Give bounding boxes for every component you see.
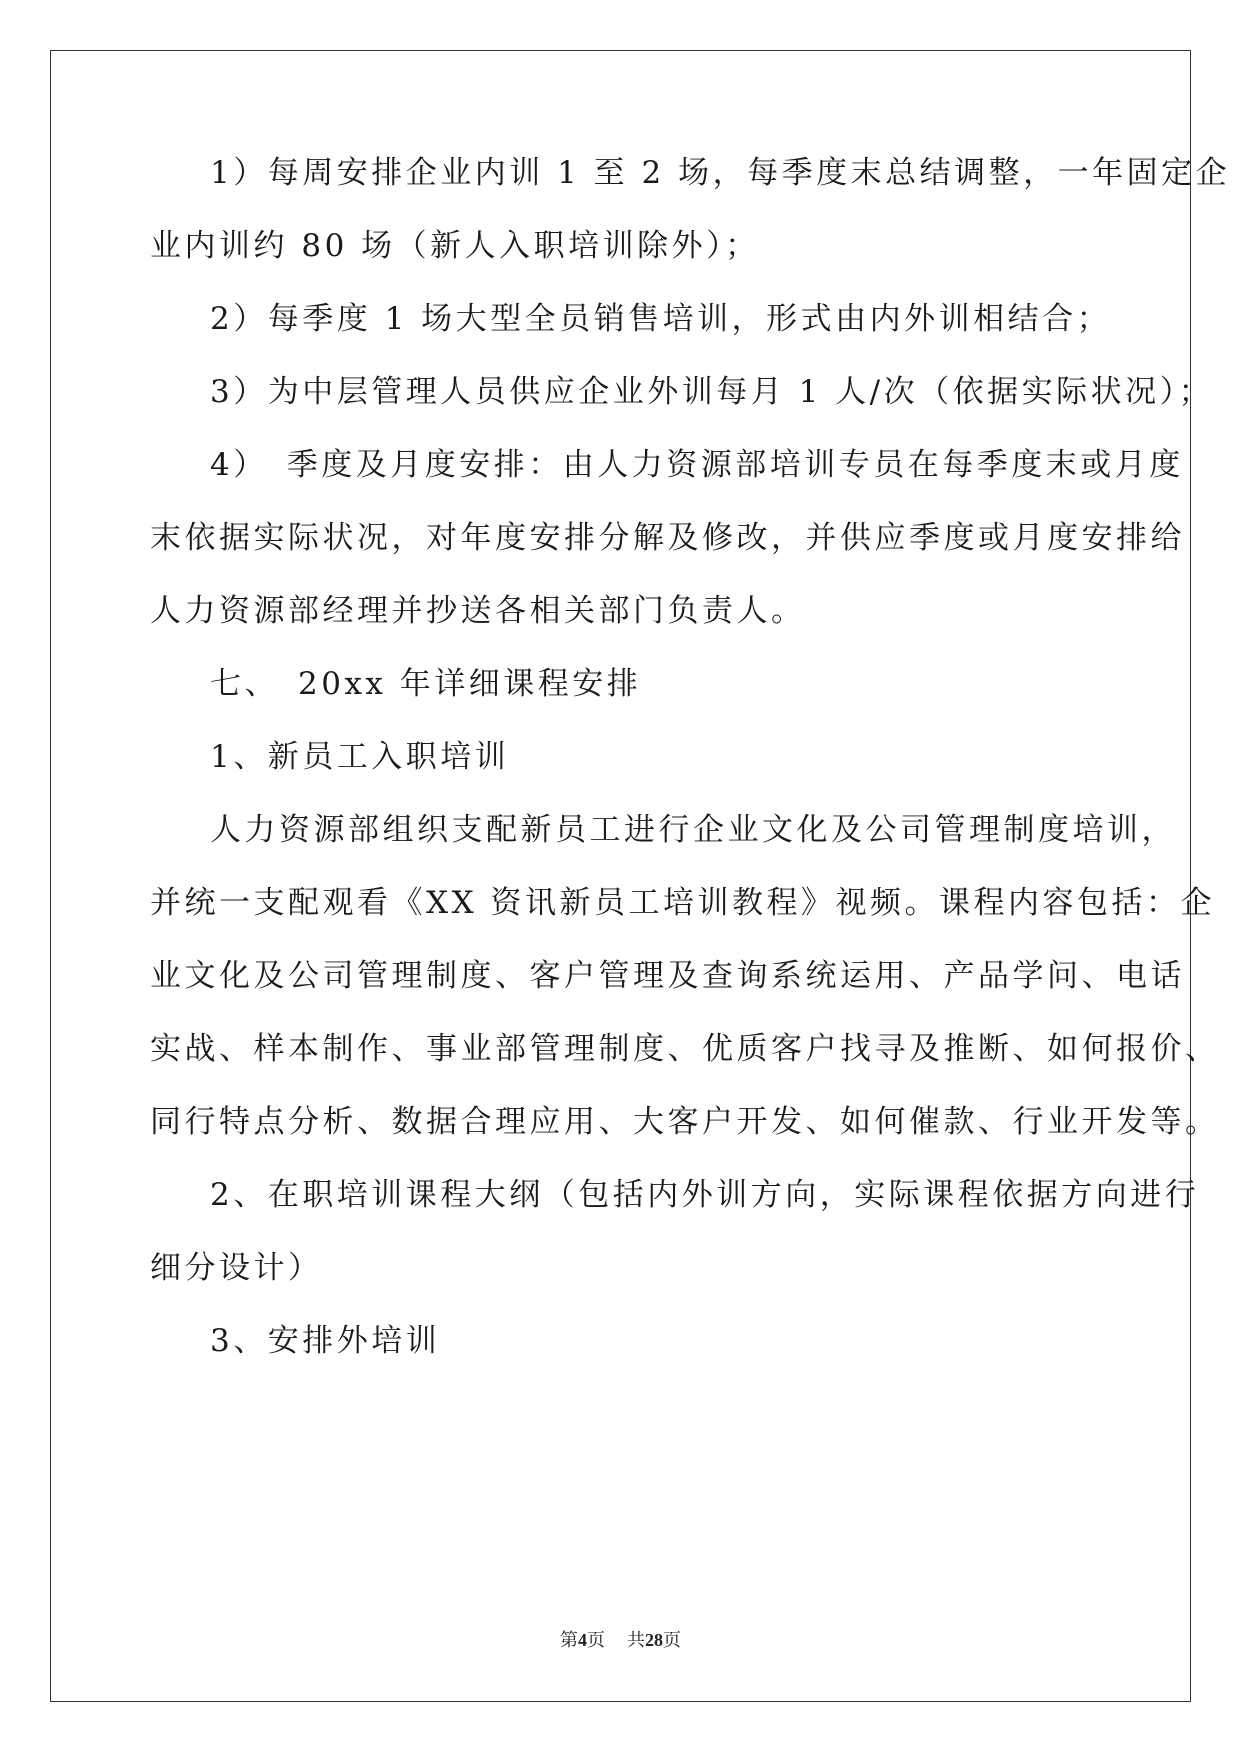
paragraph-line: 细分设计） [150,1250,323,1286]
paragraph-line: 业文化及公司管理制度、客户管理及查询系统运用、产品学问、电话 [150,958,1185,994]
paragraph-line: 2）每季度 1 场大型全员销售培训，形式由内外训相结合； [210,301,1112,337]
paragraph-line: 末依据实际状况，对年度安排分解及修改，并供应季度或月度安排给 [150,520,1185,556]
paragraph-line: 人力资源部经理并抄送各相关部门负责人。 [150,593,806,629]
total-pages: 28 [645,1630,663,1650]
page-footer [0,1626,1241,1652]
subsection-heading: 2、在职培训课程大纲（包括内外训方向，实际课程依据方向进行 [210,1177,1200,1213]
footer-prefix: 第 [560,1630,578,1650]
paragraph-line: 1）每周安排企业内训 1 至 2 场，每季度末总结调整，一年固定企 [210,155,1231,191]
page-number: 4 [578,1630,587,1650]
paragraph-line: 业内训约 80 场（新人入职培训除外）； [150,228,760,264]
footer-page-suffix: 页 [587,1630,605,1650]
subsection-heading: 1、新员工入职培训 [210,739,510,775]
footer-total-suffix: 页 [663,1630,681,1650]
paragraph-line: 实战、样本制作、事业部管理制度、优质客户找寻及推断、如何报价、 [150,1031,1220,1067]
subsection-heading: 3、安排外培训 [210,1323,441,1359]
paragraph-line: 同行特点分析、数据合理应用、大客户开发、如何催款、行业开发等。 [150,1104,1220,1140]
footer-total-prefix: 共 [627,1630,645,1650]
page-border [50,50,1191,1702]
section-heading: 七、 20xx 年详细课程安排 [210,666,642,702]
paragraph-line: 并统一支配观看《XX 资讯新员工培训教程》视频。课程内容包括：企 [150,885,1215,921]
paragraph-line: 4） 季度及月度安排：由人力资源部培训专员在每季度末或月度 [210,447,1184,483]
paragraph-line: 人力资源部组织支配新员工进行企业文化及公司管理制度培训， [210,812,1176,848]
paragraph-line: 3）为中层管理人员供应企业外训每月 1 人/次（依据实际状况）； [210,374,1214,410]
